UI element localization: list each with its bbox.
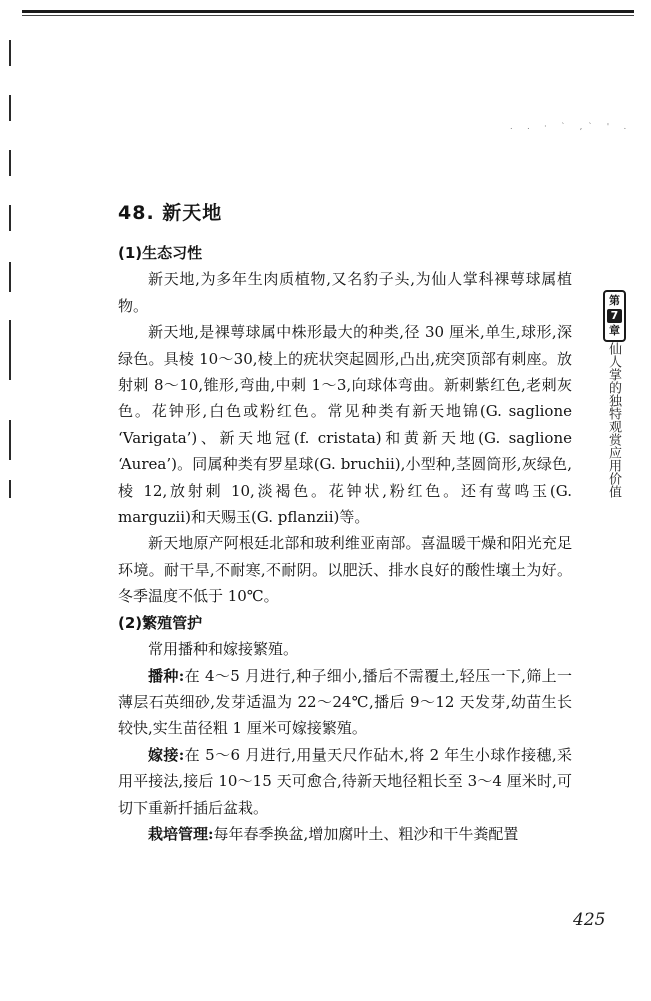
binding-mark <box>9 480 11 498</box>
cultivation-text: 每年春季换盆,增加腐叶土、粗沙和干牛粪配置 <box>213 824 519 843</box>
section-title: 48. 新天地 <box>118 202 223 224</box>
sowing-label: 播种: <box>148 666 185 685</box>
paragraph-sowing <box>118 663 572 742</box>
grafting-label: 嫁接: <box>148 745 185 764</box>
sowing-text: 在 4～5 月进行,种子细小,播后不需覆土,轻压一下,筛上一薄层石英细砂,发芽适温为 22～24℃,播后 9～12 天发芽,幼苗生长较快,实生苗径粗 1 厘米可嫁接繁殖。 <box>118 666 572 738</box>
chapter-tab <box>603 290 626 342</box>
subheading-propagation: (2)繁殖管护 <box>118 613 203 632</box>
chapter-side-label: 仙人掌的独特观赏应用价值 <box>606 342 621 498</box>
binding-mark <box>9 420 11 460</box>
chapter-number: 7 <box>607 309 622 323</box>
binding-mark <box>9 262 11 292</box>
subheading-ecology: (1)生态习性 <box>118 244 203 262</box>
header-rule-thin <box>22 15 634 16</box>
binding-mark <box>9 205 11 231</box>
binding-mark <box>9 40 11 66</box>
paragraph: 新天地,为多年生肉质植物,又名豹子头,为仙人掌科裸萼球属植物。 <box>118 270 572 315</box>
scan-specks: . . · ` ,` ' . <box>510 122 633 131</box>
chapter-tab-bottom: 章 <box>609 324 620 337</box>
header-rule <box>22 10 634 13</box>
binding-mark <box>9 150 11 176</box>
cultivation-label: 栽培管理: <box>148 824 214 843</box>
page-number: 425 <box>573 910 606 930</box>
binding-mark <box>9 320 11 380</box>
paragraph: 常用播种和嫁接繁殖。 <box>148 640 299 659</box>
grafting-text: 在 5～6 月进行,用量天尺作砧木,将 2 年生小球作接穗,采用平接法,接后 10～15 天可愈合,待新天地径粗长至 3～4 厘米时,可切下重新扦插后盆栽。 <box>118 745 572 817</box>
paragraph: 新天地,是裸萼球属中株形最大的种类,径 30 厘米,单生,球形,深绿色。具棱 10～30,棱上的疣状突起圆形,凸出,疣突顶部有刺座。放射刺 8～10,锥形,弯曲,中刺 1～3,向球体弯曲。新刺紫红色,老刺灰色。花钟形,白色或粉红色。常见种类有新天地锦(G. saglione ‘Varigata’)、新天地冠(f. cristata)和黄新天地(G. saglione ‘Aurea’)。同属种类有罗星球(G. bruchii),小型种,茎圆筒形,灰绿色,棱 12,放射刺 10,淡褐色。花钟状,粉红色。还有莺鸣玉(G. marguzii)和天赐玉(G. pflanzii)等。 <box>118 323 572 527</box>
paragraph-grafting <box>118 742 572 821</box>
body-text <box>118 240 572 847</box>
chapter-tab-top: 第 <box>609 294 620 307</box>
binding-mark <box>9 95 11 121</box>
paragraph: 新天地原产阿根廷北部和玻利维亚南部。喜温暖干燥和阳光充足环境。耐干旱,不耐寒,不耐阴。以肥沃、排水良好的酸性壤土为好。冬季温度不低于 10℃。 <box>118 534 572 606</box>
paragraph-cultivation <box>118 821 572 847</box>
